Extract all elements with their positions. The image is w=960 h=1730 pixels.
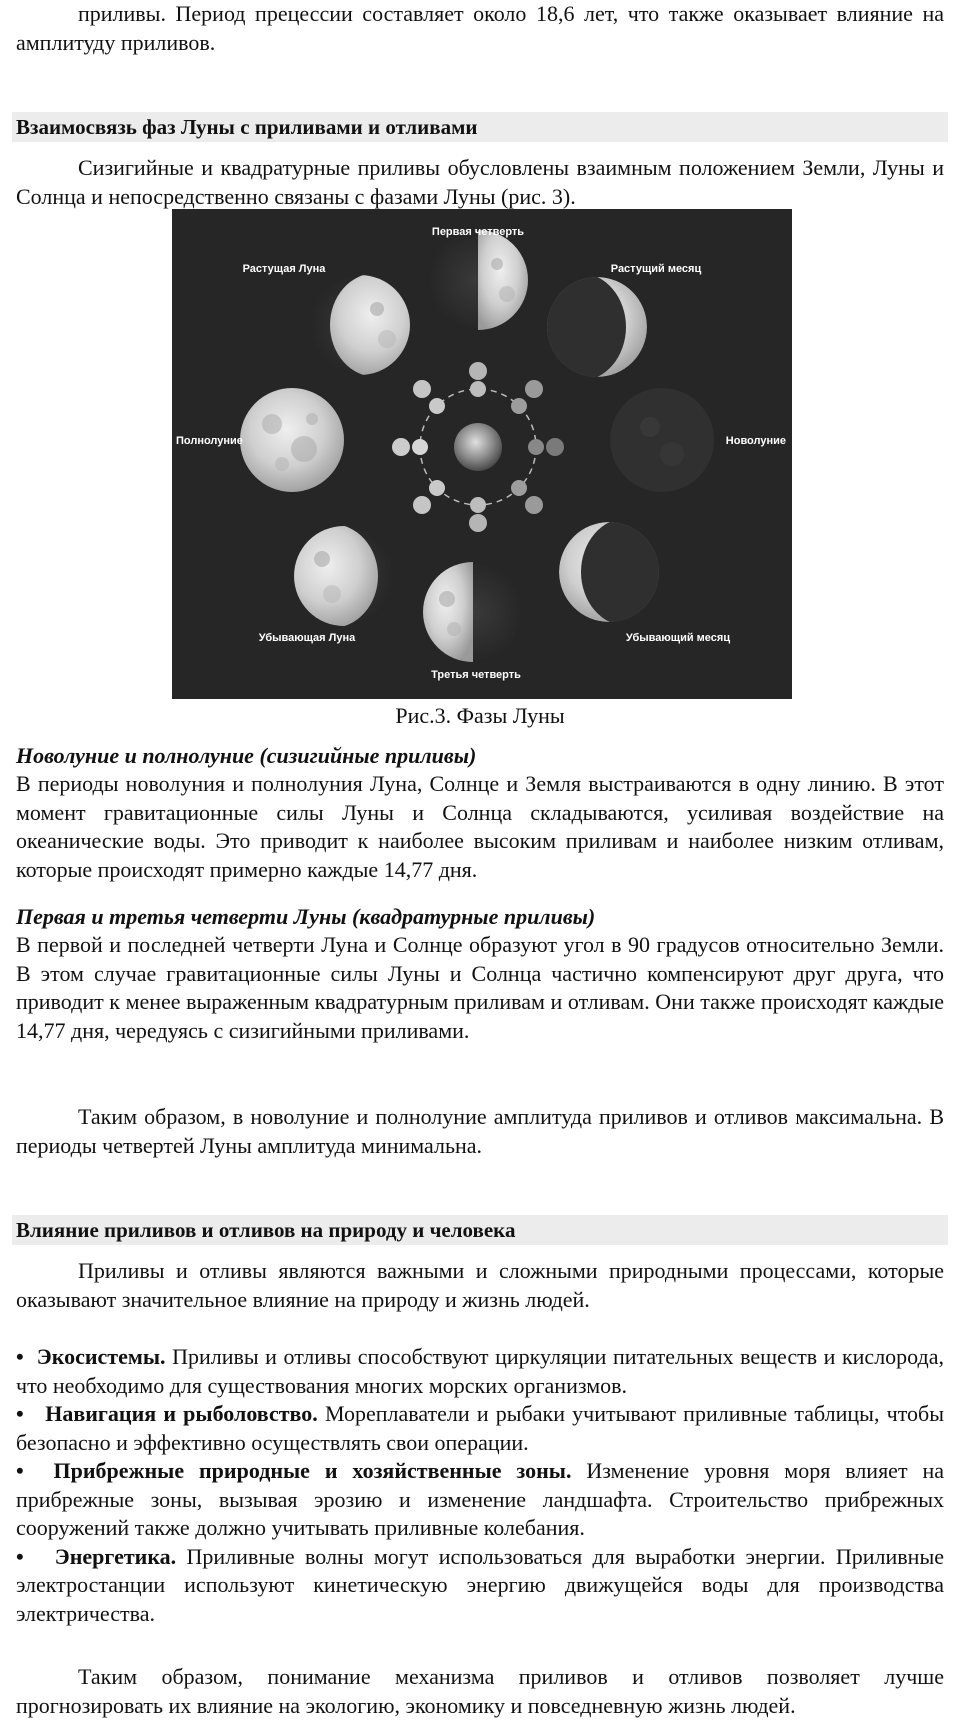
moon-third-quarter xyxy=(423,562,523,662)
moon-phases-paragraph: Сизигийные и квадратурные приливы обусловлены взаимным положением Земли, Луны и Солнца и непосредственно связаны с фазами Луны (рис. 3). xyxy=(16,155,944,209)
moon-first-quarter xyxy=(428,230,528,330)
bullet-icon: • xyxy=(16,1543,24,1569)
bullet-icon: • xyxy=(16,1401,24,1426)
label-waning-gibbous: Убывающая Луна xyxy=(258,632,356,644)
list-item xyxy=(16,1457,944,1543)
spring-tides-heading: Новолуние и полнолуние (сизигийные приливы) xyxy=(16,743,477,768)
bullet-title: Энергетика. xyxy=(54,1543,177,1569)
moon-full xyxy=(240,388,344,492)
figure-caption: Рис.3. Фазы Луны xyxy=(395,703,565,728)
moon-phases-illustration xyxy=(172,209,792,699)
bullet-text: Приливные волны могут использоваться для выработки энергии. Приливные электростанции используют кинетическую энергию движущейся воды для производства электричества. xyxy=(16,1543,944,1626)
bullet-text: Мореплаватели и рыбаки учитывают приливные таблицы, чтобы безопасно и эффективно осуществлять свои операции. xyxy=(16,1401,945,1455)
intro-paragraph-tail: приливы. Период прецессии составляет около 18,6 лет, что также оказывает влияние на амплитуду приливов. xyxy=(16,1,944,55)
neap-tides-paragraph: В первой и последней четверти Луна и Солнце образуют угол в 90 градусов относительно Земли. В этом случае гравитационные силы Луны и Солнца частично компенсируют друг друга, что приводит к менее выраженным квадратурным приливам и отливам. Они также происходят каждые 14,77 дня, чередуясь с сизигийными приливами. xyxy=(16,932,944,1043)
impact-bullet-list xyxy=(16,1343,944,1628)
impact-paragraph: Приливы и отливы являются важными и сложными природными процессами, которые оказывают значительное влияние на природу и жизнь людей. xyxy=(16,1258,944,1312)
neap-tides-heading: Первая и третья четверти Луны (квадратурные приливы) xyxy=(16,904,596,929)
conclusion-amplitude: Таким образом, в новолуние и полнолуние амплитуда приливов и отливов максимальна. В периоды четвертей Луны амплитуда минимальна. xyxy=(16,1104,944,1158)
bullet-text: Приливы и отливы способствуют циркуляции питательных веществ и кислорода, что необходимо для существования многих морских организмов. xyxy=(16,1344,945,1398)
section-heading-moon-phases: Взаимосвязь фаз Луны с приливами и отливами xyxy=(16,115,478,139)
label-third-quarter: Третья четверть xyxy=(431,669,521,681)
spring-tides-paragraph: В периоды новолуния и полнолуния Луна, Солнце и Земля выстраиваются в одну линию. В этот момент гравитационные силы Луны и Солнца складываются, усиливая воздействие на океанические воды. Это приводит к наиболее высоким приливам и наиболее низким отливам, которые происходят примерно каждые 14,77 дня. xyxy=(16,771,944,882)
moon-new xyxy=(610,388,714,492)
label-new-moon: Новолуние xyxy=(725,435,786,447)
label-first-quarter: Первая четверть xyxy=(431,226,525,238)
bullet-title: Экосистемы. xyxy=(36,1344,166,1369)
list-item xyxy=(16,1343,944,1400)
bullet-text: Изменение уровня моря влияет на прибрежные зоны, вызывая эрозию и изменение ландшафта. Строительство прибрежных сооружений также должно учитывать приливные колебания. xyxy=(16,1458,945,1540)
section-heading-impact: Влияние приливов и отливов на природу и человека xyxy=(16,1218,516,1242)
moon-phases-figure xyxy=(172,209,792,699)
label-waxing-crescent: Растущий месяц xyxy=(610,263,702,275)
label-full-moon: Полнолуние xyxy=(176,435,243,447)
label-waning-crescent: Убывающий месяц xyxy=(625,632,731,644)
bullet-icon: • xyxy=(16,1344,24,1369)
final-conclusion: Таким образом, понимание механизма приливов и отливов позволяет лучше прогнозировать их влияние на экологию, экономику и повседневную жизнь людей. xyxy=(16,1664,944,1718)
bullet-icon: • xyxy=(16,1458,24,1483)
orbit-diagram xyxy=(392,362,564,532)
bullet-title: Прибрежные природные и хозяйственные зоны. xyxy=(53,1458,572,1483)
list-item xyxy=(16,1543,944,1629)
bullet-title: Навигация и рыболовство. xyxy=(45,1401,318,1426)
earth-icon xyxy=(454,423,502,471)
label-waxing-gibbous: Растущая Луна xyxy=(242,263,326,275)
list-item xyxy=(16,1400,944,1457)
